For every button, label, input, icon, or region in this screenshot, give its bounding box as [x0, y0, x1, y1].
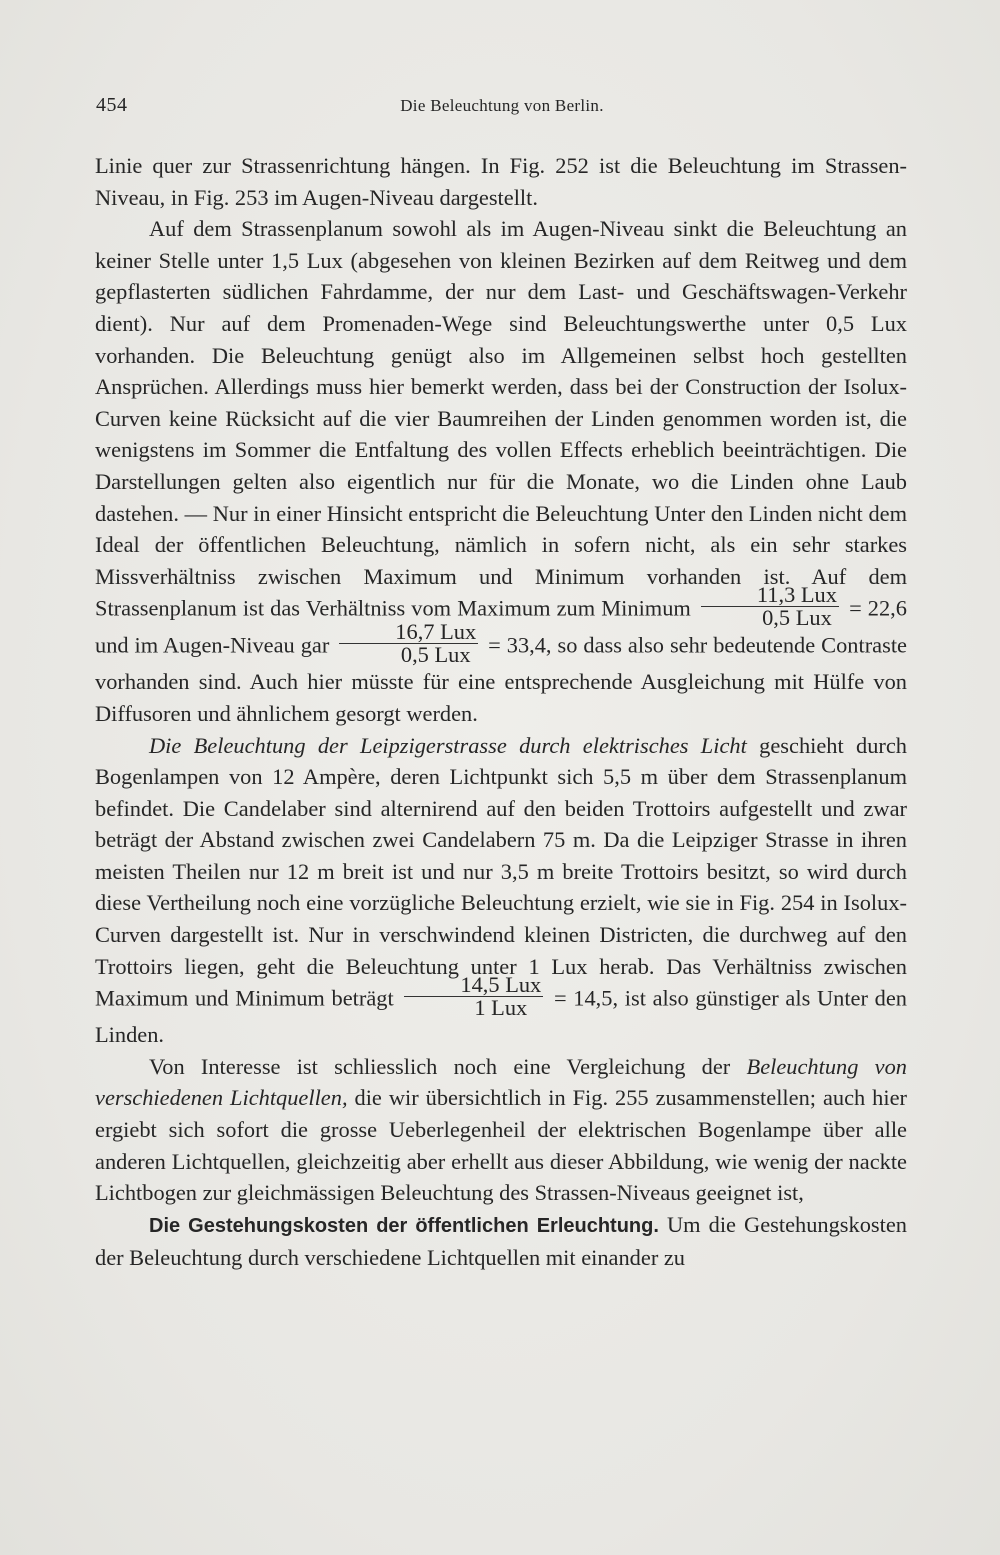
fraction-denominator: 1 Lux [404, 996, 543, 1019]
fraction-numerator: 16,7 Lux [395, 619, 477, 645]
paragraph-4 [95, 1051, 907, 1209]
fraction-denominator: 0,5 Lux [339, 643, 478, 666]
fraction-numerator: 11,3 Lux [756, 582, 837, 608]
paragraph-3-italic-lead: Die Beleuchtung der Leipzigerstrasse durch elektrisches Licht [149, 732, 747, 758]
paragraph-4-part-2: die wir übersichtlich in Fig. 255 zusammenstellen; auch hier ergiebt sich sofort die grosse Ueberlegenheil der elektrischen Bogenlampe über alle anderen Lichtquellen, gleichzeitig aber erhellt aus dieser Abbildung, wie wenig der nackte Lichtbogen zur gleichmässigen Beleuchtung des Strassen-Niveaus geeignet ist, [95, 1085, 907, 1206]
fraction-numerator: 14,5 Lux [460, 972, 542, 998]
paragraph-3-part-2: = 14,5, ist also günstiger als Unter den Linden. [95, 985, 907, 1048]
paragraph-2-part-2: = 22,6 und im Augen-Niveau gar [95, 595, 907, 658]
paragraph-2-part-3: = 33,4, so dass also sehr bedeutende Contraste vorhanden sind. Auch hier müsste für eine entsprechende Ausgleichung mit Hülfe von Diffusoren und ähnlichem gesorgt werden. [95, 632, 907, 726]
running-head-title: Die Beleuchtung von Berlin. [400, 96, 604, 115]
fraction-max-min-eye [339, 621, 478, 666]
page-number: 454 [96, 94, 128, 116]
paragraph-5-bold-lead: Die Gestehungskosten der öffentlichen Erleuchtung. [149, 1214, 659, 1237]
fraction-denominator: 0,5 Lux [701, 606, 839, 629]
paragraph-5 [95, 1209, 907, 1274]
fraction-leipziger [404, 974, 543, 1019]
running-head [96, 94, 908, 122]
paragraph-4-italic: Beleuchtung von verschiedenen Lichtquellen, [95, 1053, 907, 1111]
paragraph-1-text: Linie quer zur Strassenrichtung hängen. In Fig. 252 ist die Beleuchtung im Strassen-Niveau, in Fig. 253 im Augen-Niveau dargestellt. [95, 153, 907, 210]
paragraph-4-part-1: Von Interesse ist schliesslich noch eine Vergleichung der [149, 1053, 731, 1079]
paragraph-5-part-1: Um die Gestehungskosten der Beleuchtung durch verschiedene Lichtquellen mit einander zu [95, 1211, 907, 1271]
paragraph-2 [95, 213, 907, 729]
paragraph-3-part-1: geschieht durch Bogenlampen von 12 Ampère, deren Lichtpunkt sich 5,5 m über dem Strassenplanum befindet. Die Candelaber sind alternirend auf den beiden Trottoirs aufgestellt und zwar beträgt der Abstand zwischen zwei Candelabern 75 m. Da die Leipziger Strasse in ihren meisten Theilen nur 12 m breit ist und nur 3,5 m breite Trottoirs besitzt, so wird durch diese Vertheilung noch eine vorzügliche Beleuchtung erzielt, wie sie in Fig. 254 in Isolux-Curven dargestellt ist. Nur in verschwindend kleinen Districten, die durchweg auf den Trottoirs liegen, geht die Beleuchtung unter 1 Lux herab. Das Verhältniss zwischen Maximum und Minimum beträgt [95, 732, 907, 1011]
paragraph-2-part-1: Auf dem Strassenplanum sowohl als im Augen-Niveau sinkt die Beleuchtung an keiner Stelle unter 1,5 Lux (abgesehen von kleinen Bezirken auf dem Reitweg und dem gepflasterten südlichen Fahrdamme, der nur dem Last- und Geschäftswagen-Verkehr dient). Nur auf dem Promenaden-Wege sind Beleuchtungswerthe unter 0,5 Lux vorhanden. Die Beleuchtung genügt also im Allgemeinen selbst hoch gestellten Ansprüchen. Allerdings muss hier bemerkt werden, dass bei der Construction der Isolux-Curven keine Rücksicht auf die vier Baumreihen der Linden genommen worden ist, die wenigstens im Sommer die Entfaltung des vollen Effects erheblich beeinträchtigen. Die Darstellungen gelten also eigentlich nur für die Monate, wo die Linden ohne Laub dastehen. — Nur in einer Hinsicht entspricht die Beleuchtung Unter den Linden nicht dem Ideal der öffentlichen Beleuchtung, nämlich in sofern nicht, als ein sehr starkes Missverhältniss zwischen Maximum und Minimum vorhanden ist. Auf dem Strassenplanum ist das Verhältniss vom Maximum zum Minimum [95, 216, 907, 621]
paragraph-3 [95, 730, 907, 1051]
fraction-max-min-street [701, 584, 839, 629]
body-text [95, 150, 907, 1274]
paragraph-1 [95, 150, 907, 213]
